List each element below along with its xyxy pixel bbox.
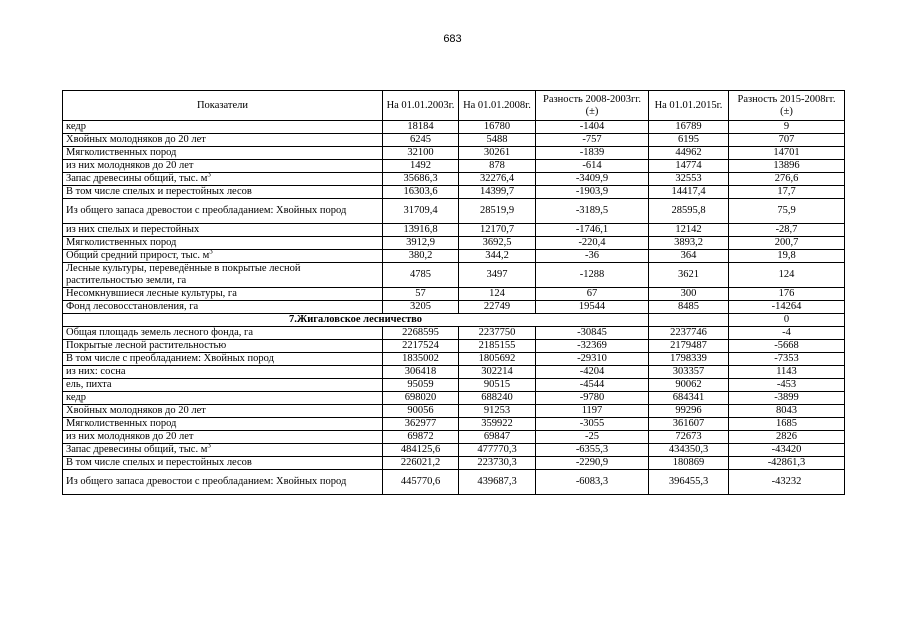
row-value: 3205 — [383, 301, 459, 314]
row-value: 477770,3 — [459, 444, 536, 457]
table-row — [63, 392, 845, 405]
row-label: ель, пихта — [63, 379, 383, 392]
table-row — [63, 327, 845, 340]
row-value: 2179487 — [649, 340, 729, 353]
table-body-bottom — [63, 327, 845, 495]
row-value: 3893,2 — [649, 237, 729, 250]
table-row — [63, 431, 845, 444]
row-value: 13896 — [729, 160, 845, 173]
header-2003: На 01.01.2003г. — [383, 91, 459, 121]
row-value: 1798339 — [649, 353, 729, 366]
table-row — [63, 379, 845, 392]
row-value: 2185155 — [459, 340, 536, 353]
row-value: 396455,3 — [649, 470, 729, 495]
row-value: 176 — [729, 288, 845, 301]
row-value: 445770,6 — [383, 470, 459, 495]
row-value: 200,7 — [729, 237, 845, 250]
row-value: 19544 — [536, 301, 649, 314]
table-row — [63, 418, 845, 431]
table-row — [63, 224, 845, 237]
row-value: 90515 — [459, 379, 536, 392]
row-value: 380,2 — [383, 250, 459, 263]
row-value: 364 — [649, 250, 729, 263]
row-value: 2826 — [729, 431, 845, 444]
row-value: 12170,7 — [459, 224, 536, 237]
row-label: Лесные культуры, переведённые в покрытые лесной растительностью земли, га — [63, 263, 383, 288]
row-label: В том числе спелых и перестойных лесов — [63, 457, 383, 470]
row-value: -614 — [536, 160, 649, 173]
row-value: 698020 — [383, 392, 459, 405]
row-value: 1835002 — [383, 353, 459, 366]
table-row — [63, 237, 845, 250]
row-value: -4 — [729, 327, 845, 340]
row-value: -42861,3 — [729, 457, 845, 470]
row-value: -220,4 — [536, 237, 649, 250]
row-value: -1746,1 — [536, 224, 649, 237]
table-row — [63, 366, 845, 379]
row-value: -29310 — [536, 353, 649, 366]
row-value: 3497 — [459, 263, 536, 288]
table-row — [63, 405, 845, 418]
row-label: В том числе с преобладанием: Хвойных пород — [63, 353, 383, 366]
row-value: -36 — [536, 250, 649, 263]
row-value: -3409,9 — [536, 173, 649, 186]
row-label: из них спелых и перестойных — [63, 224, 383, 237]
row-label: В том числе спелых и перестойных лесов — [63, 186, 383, 199]
row-value: -3899 — [729, 392, 845, 405]
row-label: из них молодняков до 20 лет — [63, 160, 383, 173]
table-row — [63, 457, 845, 470]
row-value: 359922 — [459, 418, 536, 431]
row-label: Из общего запаса древостои с преобладанием: Хвойных пород — [63, 199, 383, 224]
row-value: -30845 — [536, 327, 649, 340]
table-row — [63, 444, 845, 457]
row-value: 90062 — [649, 379, 729, 392]
row-value: 302214 — [459, 366, 536, 379]
row-value: -2290,9 — [536, 457, 649, 470]
row-value: 6245 — [383, 134, 459, 147]
row-value: 2237750 — [459, 327, 536, 340]
row-value: -3055 — [536, 418, 649, 431]
row-value: 5488 — [459, 134, 536, 147]
row-value: 57 — [383, 288, 459, 301]
row-label: кедр — [63, 121, 383, 134]
table-row — [63, 288, 845, 301]
header-diff-2015-2008: Разность 2015-2008гг. (±) — [729, 91, 845, 121]
row-value: 32100 — [383, 147, 459, 160]
row-label: Фонд лесовосстановления, га — [63, 301, 383, 314]
row-value: 4785 — [383, 263, 459, 288]
row-value: 1685 — [729, 418, 845, 431]
row-label: Мягколиственных пород — [63, 237, 383, 250]
table-row — [63, 340, 845, 353]
row-value: 303357 — [649, 366, 729, 379]
row-value: 16303,6 — [383, 186, 459, 199]
table-row — [63, 353, 845, 366]
row-value: 707 — [729, 134, 845, 147]
row-label: Хвойных молодняков до 20 лет — [63, 405, 383, 418]
row-value: 32276,4 — [459, 173, 536, 186]
table-row — [63, 160, 845, 173]
row-value: 44962 — [649, 147, 729, 160]
row-value: 688240 — [459, 392, 536, 405]
row-value: 344,2 — [459, 250, 536, 263]
row-value: 13916,8 — [383, 224, 459, 237]
row-label: Запас древесины общий, тыс. $м^3$ — [63, 444, 383, 457]
row-value: 434350,3 — [649, 444, 729, 457]
row-value: 9 — [729, 121, 845, 134]
row-value: 439687,3 — [459, 470, 536, 495]
row-value: 1197 — [536, 405, 649, 418]
row-value: -1839 — [536, 147, 649, 160]
row-value: 32553 — [649, 173, 729, 186]
row-value: 3692,5 — [459, 237, 536, 250]
page-number: 683 — [443, 33, 462, 45]
row-value: 31709,4 — [383, 199, 459, 224]
header-2015: На 01.01.2015г. — [649, 91, 729, 121]
row-value: -9780 — [536, 392, 649, 405]
table-row — [63, 199, 845, 224]
row-value: 75,9 — [729, 199, 845, 224]
row-value: 16789 — [649, 121, 729, 134]
row-value: 8485 — [649, 301, 729, 314]
row-value: 14774 — [649, 160, 729, 173]
header-indicators: Показатели — [63, 91, 383, 121]
row-value: -5668 — [729, 340, 845, 353]
table-row — [63, 147, 845, 160]
row-label: из них: сосна — [63, 366, 383, 379]
row-value: 276,6 — [729, 173, 845, 186]
row-label: кедр — [63, 392, 383, 405]
row-value: -43420 — [729, 444, 845, 457]
table-row — [63, 134, 845, 147]
table-row — [63, 470, 845, 495]
header-2008: На 01.01.2008г. — [459, 91, 536, 121]
row-label: Общая площадь земель лесного фонда, га — [63, 327, 383, 340]
row-value: 14701 — [729, 147, 845, 160]
row-value: 17,7 — [729, 186, 845, 199]
row-label: Мягколиственных пород — [63, 418, 383, 431]
row-value: 362977 — [383, 418, 459, 431]
row-value: -1903,9 — [536, 186, 649, 199]
row-value: 180869 — [649, 457, 729, 470]
row-value: -1288 — [536, 263, 649, 288]
row-value: 2237746 — [649, 327, 729, 340]
row-value: -32369 — [536, 340, 649, 353]
row-value: 124 — [459, 288, 536, 301]
row-value: 18184 — [383, 121, 459, 134]
row-label: Мягколиственных пород — [63, 147, 383, 160]
table-row — [63, 186, 845, 199]
row-value: -25 — [536, 431, 649, 444]
table-row — [63, 250, 845, 263]
row-value: 300 — [649, 288, 729, 301]
row-label: Запас древесины общий, тыс. $м^3$ — [63, 173, 383, 186]
row-value: 91253 — [459, 405, 536, 418]
row-label: из них молодняков до 20 лет — [63, 431, 383, 444]
row-value: -43232 — [729, 470, 845, 495]
row-value: 6195 — [649, 134, 729, 147]
row-value: 16780 — [459, 121, 536, 134]
row-value: -4204 — [536, 366, 649, 379]
table-row — [63, 263, 845, 288]
row-label: Из общего запаса древостои с преобладанием: Хвойных пород — [63, 470, 383, 495]
section-value: 0 — [729, 314, 845, 327]
header-diff-2008-2003: Разность 2008-2003гг. (±) — [536, 91, 649, 121]
row-value: 3912,9 — [383, 237, 459, 250]
row-value: 72673 — [649, 431, 729, 444]
row-value: 14417,4 — [649, 186, 729, 199]
row-value: 12142 — [649, 224, 729, 237]
table-body-top — [63, 121, 845, 314]
row-value: 2268595 — [383, 327, 459, 340]
table-row — [63, 121, 845, 134]
row-value: 69872 — [383, 431, 459, 444]
row-value: 684341 — [649, 392, 729, 405]
row-label: Общий средний прирост, тыс. $м^3$ — [63, 250, 383, 263]
row-value: -1404 — [536, 121, 649, 134]
row-value: 306418 — [383, 366, 459, 379]
row-value: -757 — [536, 134, 649, 147]
row-value: 2217524 — [383, 340, 459, 353]
row-value: 1143 — [729, 366, 845, 379]
table-row — [63, 301, 845, 314]
row-value: 1492 — [383, 160, 459, 173]
row-value: 1805692 — [459, 353, 536, 366]
row-value: 90056 — [383, 405, 459, 418]
row-value: 14399,7 — [459, 186, 536, 199]
row-value: 67 — [536, 288, 649, 301]
row-value: 484125,6 — [383, 444, 459, 457]
row-label: Несомкнувшиеся лесные культуры, га — [63, 288, 383, 301]
table-row — [63, 173, 845, 186]
row-value: 69847 — [459, 431, 536, 444]
row-value: -7353 — [729, 353, 845, 366]
row-value: 95059 — [383, 379, 459, 392]
row-value: -14264 — [729, 301, 845, 314]
section-title: 7.Жигаловское лесничество — [63, 314, 649, 327]
row-value: 22749 — [459, 301, 536, 314]
row-label: Хвойных молодняков до 20 лет — [63, 134, 383, 147]
row-value: -28,7 — [729, 224, 845, 237]
row-value: 28595,8 — [649, 199, 729, 224]
forest-statistics-table — [62, 90, 845, 495]
table-header-row — [63, 91, 845, 121]
row-value: 30261 — [459, 147, 536, 160]
row-value: 124 — [729, 263, 845, 288]
row-value: 878 — [459, 160, 536, 173]
row-value: -453 — [729, 379, 845, 392]
row-value: 99296 — [649, 405, 729, 418]
row-label: Покрытые лесной растительностью — [63, 340, 383, 353]
row-value: 8043 — [729, 405, 845, 418]
row-value: 361607 — [649, 418, 729, 431]
row-value: -6083,3 — [536, 470, 649, 495]
row-value: -6355,3 — [536, 444, 649, 457]
section-body — [63, 314, 845, 327]
row-value: 35686,3 — [383, 173, 459, 186]
row-value: 3621 — [649, 263, 729, 288]
row-value: 19,8 — [729, 250, 845, 263]
row-value: -3189,5 — [536, 199, 649, 224]
section-empty-cell — [649, 314, 729, 327]
section-row — [63, 314, 845, 327]
row-value: 226021,2 — [383, 457, 459, 470]
row-value: -4544 — [536, 379, 649, 392]
row-value: 28519,9 — [459, 199, 536, 224]
row-value: 223730,3 — [459, 457, 536, 470]
